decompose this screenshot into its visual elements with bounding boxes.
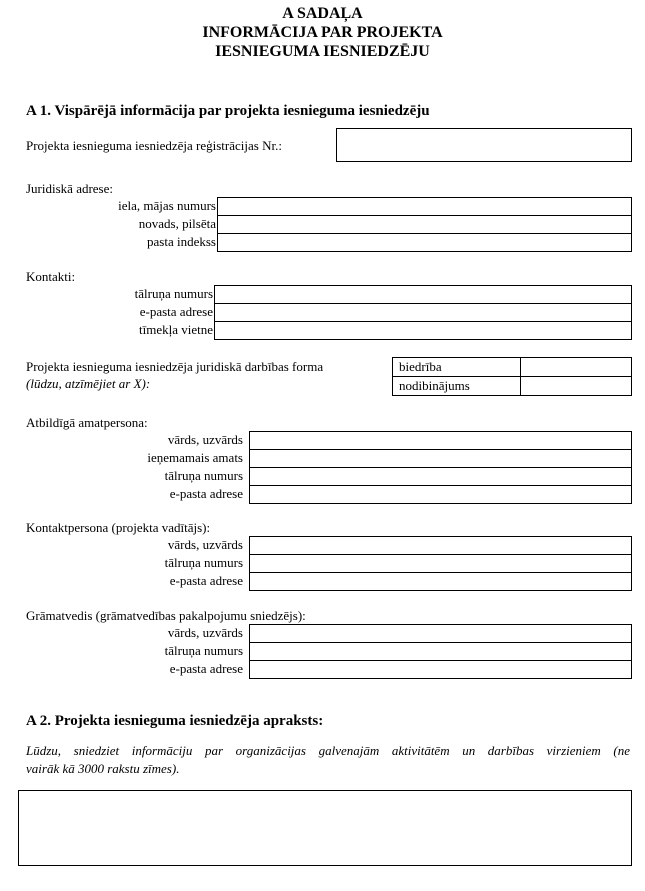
- contact-person-field-labels: [26, 536, 243, 590]
- acc-name-label: vārds, uzvārds: [167, 625, 243, 640]
- title-line-1: A SADAĻA: [282, 5, 363, 22]
- email-label: e-pasta adrese: [139, 304, 213, 319]
- title-line-3: IESNIEGUMA IESNIEDZĒJU: [215, 43, 430, 60]
- postal-label: pasta indekss: [147, 234, 216, 249]
- reg-number-label: Projekta iesnieguma iesniedzēja reģistrācijas Nr.:: [26, 138, 282, 153]
- acc-name-input[interactable]: [250, 625, 632, 643]
- cp-email-label: e-pasta adrese: [169, 573, 243, 588]
- resp-email-label: e-pasta adrese: [169, 486, 243, 501]
- acc-email-input[interactable]: [250, 661, 632, 679]
- responsible-label: Atbildīgā amatpersona:: [26, 415, 148, 430]
- legal-form-label: Projekta iesnieguma iesniedzēja juridiskā darbības forma: [26, 359, 324, 374]
- address-fields: [217, 197, 632, 252]
- resp-phone-label: tālruņa numurs: [164, 468, 243, 483]
- contact-person-label: Kontaktpersona (projekta vadītājs):: [26, 520, 211, 535]
- a2-heading: A 2. Projekta iesnieguma iesniedzēja apraksts:: [26, 713, 324, 729]
- section-title: [0, 4, 645, 61]
- a2-instruction-line-1: Lūdzu, sniedziet informāciju par organizācijas galvenajām aktivitātēm un darbības virzieniem (ne: [26, 743, 630, 758]
- a1-heading: A 1. Vispārējā informācija par projekta iesnieguma iesniedzēju: [26, 103, 430, 119]
- responsible-field-labels: [26, 431, 243, 503]
- resp-name-input[interactable]: [250, 432, 632, 450]
- postal-input[interactable]: [218, 234, 632, 252]
- description-textarea[interactable]: [18, 790, 632, 866]
- resp-email-input[interactable]: [250, 486, 632, 504]
- city-label: novads, pilsēta: [138, 216, 216, 231]
- contacts-field-labels: [26, 285, 213, 339]
- cp-name-label: vārds, uzvārds: [167, 537, 243, 552]
- resp-position-input[interactable]: [250, 450, 632, 468]
- accountant-fields: [249, 624, 632, 679]
- resp-position-label: ieņemamais amats: [147, 450, 243, 465]
- contacts-label: Kontakti:: [26, 269, 76, 284]
- address-label: Juridiskā adrese:: [26, 181, 114, 196]
- resp-phone-input[interactable]: [250, 468, 632, 486]
- a2-instruction-line-2: vairāk kā 3000 rakstu zīmes).: [26, 761, 180, 776]
- option-biedriba-checkbox[interactable]: [521, 358, 632, 377]
- acc-phone-input[interactable]: [250, 643, 632, 661]
- title-line-2: INFORMĀCIJA PAR PROJEKTA: [202, 24, 443, 41]
- accountant-label: Grāmatvedis (grāmatvedības pakalpojumu sniedzējs):: [26, 608, 306, 623]
- reg-number-input[interactable]: [336, 128, 632, 162]
- cp-email-input[interactable]: [250, 573, 632, 591]
- option-biedriba-label: biedrība: [393, 358, 521, 377]
- legal-form-options: [392, 357, 632, 396]
- street-input[interactable]: [218, 198, 632, 216]
- street-label: iela, mājas numurs: [118, 198, 216, 213]
- option-nodibinajums-label: nodibinājums: [393, 377, 521, 396]
- contact-person-fields: [249, 536, 632, 591]
- website-label: tīmekļa vietne: [138, 322, 213, 337]
- address-field-labels: [26, 197, 216, 251]
- phone-label: tālruņa numurs: [134, 286, 213, 301]
- cp-phone-input[interactable]: [250, 555, 632, 573]
- resp-name-label: vārds, uzvārds: [167, 432, 243, 447]
- acc-email-label: e-pasta adrese: [169, 661, 243, 676]
- cp-phone-label: tālruņa numurs: [164, 555, 243, 570]
- legal-form-hint: (lūdzu, atzīmējiet ar X):: [26, 376, 151, 391]
- email-input[interactable]: [215, 304, 632, 322]
- website-input[interactable]: [215, 322, 632, 340]
- city-input[interactable]: [218, 216, 632, 234]
- acc-phone-label: tālruņa numurs: [164, 643, 243, 658]
- responsible-fields: [249, 431, 632, 504]
- phone-input[interactable]: [215, 286, 632, 304]
- option-nodibinajums-checkbox[interactable]: [521, 377, 632, 396]
- cp-name-input[interactable]: [250, 537, 632, 555]
- contacts-fields: [214, 285, 632, 340]
- accountant-field-labels: [26, 624, 243, 678]
